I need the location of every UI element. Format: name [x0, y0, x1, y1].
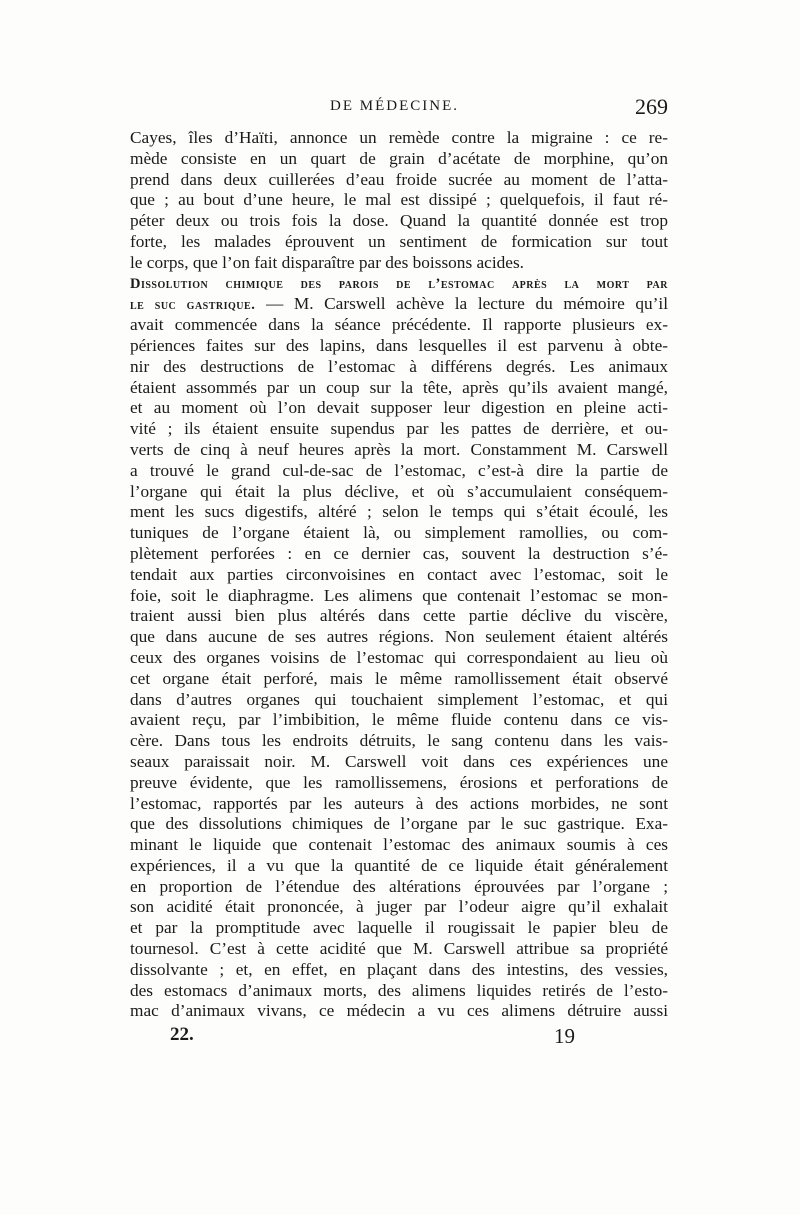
text-line: plètement perforées : en ce dernier cas, souvent la destruction s’é-: [130, 543, 668, 563]
text-line: et au moment où l’on devait supposer leur digestion en pleine acti-: [130, 398, 668, 418]
text-line: seaux paraissait noir. M. Carswell voit dans ces expériences une: [130, 751, 668, 771]
text-line: avaient reçu, par l’imbibition, le même fluide contenu dans ce vis-: [130, 710, 668, 730]
text-line: que dans aucune de ses autres régions. Non seulement étaient altérés: [130, 627, 668, 647]
text-line: [130, 294, 668, 315]
text-line: foie, soit le diaphragme. Les alimens que contenait l’estomac se mon-: [130, 585, 668, 605]
folio-number: 19: [554, 1024, 575, 1048]
text-line: son acidité était prononcée, à juger par l’odeur aigre qu’il exhalait: [130, 897, 668, 917]
text-line: mac d’animaux vivans, ce médecin a vu ces alimens détruire aussi: [130, 1001, 668, 1021]
text-line: avait commencée dans la séance précédente. Il rapporte plusieurs ex-: [130, 315, 668, 335]
text-line: preuve évidente, que les ramollissemens, érosions et perforations de: [130, 772, 668, 792]
signature-mark: 22.: [170, 1024, 194, 1045]
text-line: le corps, que l’on fait disparaître par des boissons acides.: [130, 252, 524, 272]
text-line: dissolvante ; et, en effet, en plaçant dans des intestins, des vessies,: [130, 959, 668, 979]
text-line: que des dissolutions chimiques de l’organe par le suc gastrique. Exa-: [130, 814, 668, 834]
text-line: que ; au bout d’une heure, le mal est dissipé ; quelquefois, il faut ré-: [130, 190, 668, 210]
running-title: DE MÉDECINE.: [330, 98, 459, 114]
paragraph-dissolution: [130, 274, 668, 1023]
section-heading-end: le suc gastrique.: [130, 297, 256, 314]
text-line: traient aussi bien plus altérés dans cette partie déclive du viscère,: [130, 606, 668, 626]
running-head: [130, 94, 668, 124]
text-line: expériences, il a vu que la quantité de ce liquide était généralement: [130, 855, 668, 875]
paragraph-lines: [130, 315, 668, 1022]
page-number: 269: [635, 94, 668, 119]
paragraph-migraine: [130, 128, 668, 274]
text-line: a trouvé le grand cul-de-sac de l’estomac, c’est-à dire la partie de: [130, 460, 668, 480]
text-line: péter deux ou trois fois la dose. Quand la quantité donnée est trop: [130, 211, 668, 231]
text-fragment: — M. Carswell achève la lecture du mémoire qu’il: [255, 294, 668, 314]
text-line: Cayes, îles d’Haïti, annonce un remède contre la migraine : ce re-: [130, 128, 668, 147]
text-line: et par la promptitude avec laquelle il rougissait le papier bleu de: [130, 918, 668, 938]
body-text: [130, 128, 668, 1022]
text-line: l’estomac, rapportés par les auteurs à des actions morbides, ne sont: [130, 793, 668, 813]
text-line: prend dans deux cuillerées d’eau froide sucrée au moment de l’atta-: [130, 169, 668, 189]
text-line: forte, les malades éprouvent un sentiment de formication sur tout: [130, 231, 668, 251]
text-line: des estomacs d’animaux morts, des alimens liquides retirés de l’esto-: [130, 980, 668, 1000]
text-line: ment les sucs digestifs, altéré ; selon le temps qui s’était écoulé, les: [130, 502, 668, 522]
text-line: dans d’autres organes qui touchaient simplement l’estomac, et qui: [130, 689, 668, 709]
text-line: mède consiste en un quart de grain d’acétate de morphine, qu’on: [130, 148, 668, 168]
text-line: minant le liquide que contenait l’estomac des animaux soumis à ces: [130, 835, 668, 855]
text-line: l’organe qui était la plus déclive, et où s’accumulaient conséquem-: [130, 481, 668, 501]
text-line: vité ; ils étaient ensuite supendus par les pattes de derrière, et ou-: [130, 419, 668, 439]
text-line: tuniques de l’organe étaient là, ou simplement ramollies, ou com-: [130, 523, 668, 543]
text-line: cet organe était perforé, mais le même ramollissement était observé: [130, 668, 668, 688]
text-line: étaient assommés par un coup sur la tête, après qu’ils avaient mangé,: [130, 377, 668, 397]
text-line: tournesol. C’est à cette acidité que M. Carswell attribue sa propriété: [130, 939, 668, 959]
text-line: ceux des organes voisins de l’estomac qui correspondaient au lieu où: [130, 647, 668, 667]
page-footer: [130, 1024, 668, 1054]
text-line: périences faites sur des lapins, dans lesquelles il est parvenu à obte-: [130, 335, 668, 355]
text-line: verts de cinq à neuf heures après la mort. Constamment M. Carswell: [130, 439, 668, 459]
text-line: cère. Dans tous les endroits détruits, le sang contenu dans les vais-: [130, 731, 668, 751]
text-line: nir des destructions de l’estomac à différens degrés. Les animaux: [130, 356, 668, 376]
text-line: en proportion de l’étendue des altérations éprouvées par l’organe ;: [130, 876, 668, 896]
text-line: tendait aux parties circonvoisines en contact avec l’estomac, soit le: [130, 564, 668, 584]
section-heading: Dissolution chimique des parois de l’estomac après la mort par: [130, 275, 668, 292]
